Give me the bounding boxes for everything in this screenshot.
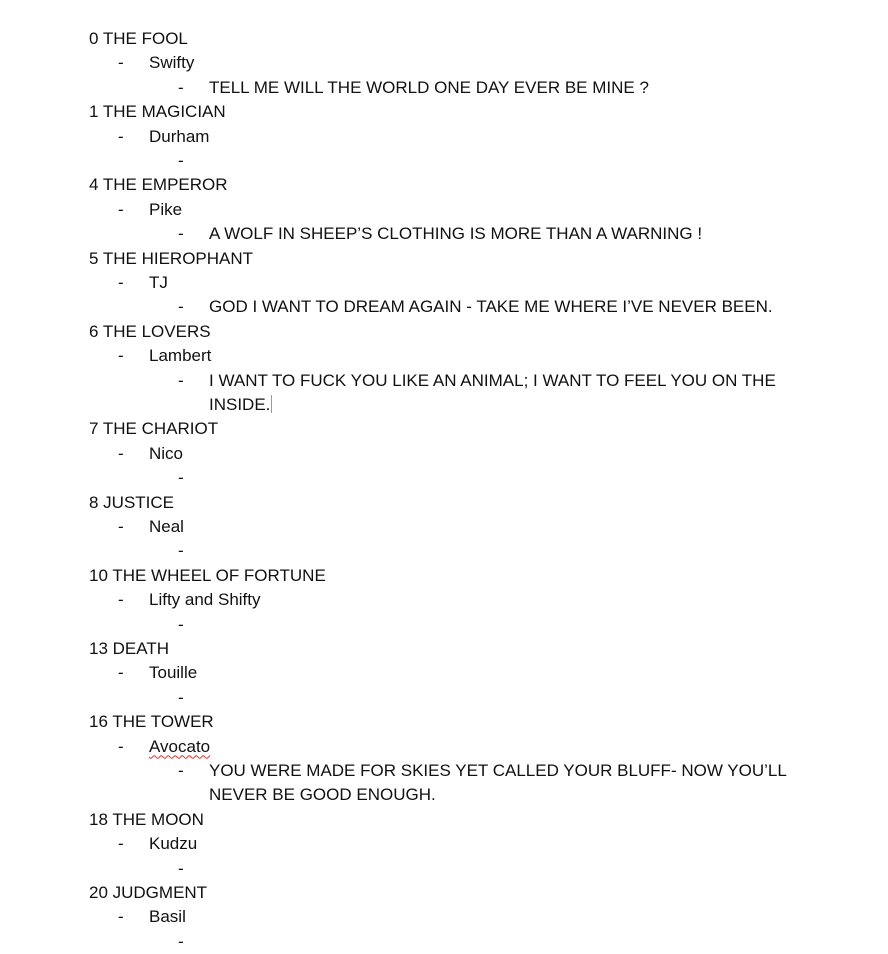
bullet-dash: - bbox=[178, 931, 184, 951]
bullet-dash: - bbox=[178, 224, 184, 244]
character-line[interactable] bbox=[89, 344, 849, 368]
bullet-dash: - bbox=[178, 77, 184, 97]
bullet-dash: - bbox=[118, 126, 124, 146]
quote-text: I WANT TO FUCK YOU LIKE AN ANIMAL; I WANT TO FEEL YOU ON THE INSIDE. bbox=[209, 370, 776, 414]
quote-line[interactable] bbox=[89, 857, 839, 881]
document-body[interactable] bbox=[89, 27, 849, 954]
bullet-dash: - bbox=[178, 370, 184, 390]
quote-line[interactable] bbox=[89, 466, 839, 490]
card-heading[interactable]: 20 JUDGMENT bbox=[89, 882, 208, 902]
tarot-entry bbox=[89, 710, 849, 808]
card-heading[interactable]: 8 JUSTICE bbox=[89, 492, 175, 512]
quote-line[interactable] bbox=[89, 539, 839, 563]
character-name: Kudzu bbox=[149, 834, 198, 854]
card-heading[interactable]: 13 DEATH bbox=[89, 638, 169, 658]
bullet-dash: - bbox=[118, 199, 124, 219]
bullet-dash: - bbox=[178, 858, 184, 878]
character-name: Neal bbox=[149, 516, 184, 536]
bullet-dash: - bbox=[178, 468, 184, 488]
quote-line[interactable] bbox=[89, 76, 839, 100]
card-heading[interactable]: 5 THE HIEROPHANT bbox=[89, 248, 254, 268]
quote-line[interactable] bbox=[89, 369, 839, 418]
character-name: Basil bbox=[149, 907, 186, 927]
character-name: TJ bbox=[149, 272, 168, 292]
character-name: Lifty and Shifty bbox=[149, 590, 261, 610]
bullet-dash: - bbox=[118, 346, 124, 366]
bullet-dash: - bbox=[118, 907, 124, 927]
tarot-entry bbox=[89, 320, 849, 418]
character-line[interactable] bbox=[89, 51, 849, 75]
character-line[interactable] bbox=[89, 661, 849, 685]
card-heading[interactable]: 0 THE FOOL bbox=[89, 29, 188, 48]
card-heading[interactable]: 18 THE MOON bbox=[89, 809, 204, 829]
quote-line[interactable] bbox=[89, 149, 839, 173]
quote-text: GOD I WANT TO DREAM AGAIN - TAKE ME WHERE I’VE NEVER BEEN. bbox=[209, 297, 773, 317]
tarot-entry bbox=[89, 100, 849, 173]
card-heading[interactable]: 16 THE TOWER bbox=[89, 712, 214, 732]
character-line[interactable] bbox=[89, 735, 849, 759]
tarot-entry bbox=[89, 417, 849, 490]
bullet-dash: - bbox=[118, 516, 124, 536]
bullet-dash: - bbox=[118, 53, 124, 73]
character-line[interactable] bbox=[89, 198, 849, 222]
quote-text: TELL ME WILL THE WORLD ONE DAY EVER BE MINE ? bbox=[209, 77, 649, 97]
quote-line[interactable] bbox=[89, 222, 839, 246]
bullet-dash: - bbox=[118, 590, 124, 610]
card-heading[interactable]: 1 THE MAGICIAN bbox=[89, 102, 226, 122]
card-heading[interactable]: 4 THE EMPEROR bbox=[89, 175, 228, 195]
bullet-dash: - bbox=[118, 443, 124, 463]
bullet-dash: - bbox=[118, 736, 124, 756]
character-line[interactable] bbox=[89, 588, 849, 612]
character-line[interactable] bbox=[89, 442, 849, 466]
bullet-dash: - bbox=[118, 272, 124, 292]
bullet-dash: - bbox=[178, 760, 184, 780]
character-line[interactable] bbox=[89, 832, 849, 856]
quote-line[interactable] bbox=[89, 759, 839, 808]
bullet-dash: - bbox=[178, 614, 184, 634]
character-name: Lambert bbox=[149, 346, 212, 366]
card-heading[interactable]: 7 THE CHARIOT bbox=[89, 419, 219, 439]
quote-line[interactable] bbox=[89, 295, 839, 319]
character-name: Nico bbox=[149, 443, 184, 463]
card-heading[interactable]: 6 THE LOVERS bbox=[89, 321, 211, 341]
character-name: Durham bbox=[149, 126, 210, 146]
tarot-entry bbox=[89, 808, 849, 881]
quote-line[interactable] bbox=[89, 686, 839, 710]
bullet-dash: - bbox=[178, 297, 184, 317]
character-name-misspelled[interactable]: Avocato bbox=[149, 736, 211, 756]
bullet-dash: - bbox=[118, 663, 124, 683]
character-line[interactable] bbox=[89, 905, 849, 929]
tarot-entry bbox=[89, 173, 849, 246]
tarot-entry bbox=[89, 564, 849, 637]
character-name: Touille bbox=[149, 663, 198, 683]
quote-line[interactable] bbox=[89, 613, 839, 637]
tarot-entry bbox=[89, 881, 849, 954]
tarot-entry bbox=[89, 247, 849, 320]
character-line[interactable] bbox=[89, 271, 849, 295]
bullet-dash: - bbox=[118, 834, 124, 854]
bullet-dash: - bbox=[178, 151, 184, 170]
quote-text: YOU WERE MADE FOR SKIES YET CALLED YOUR BLUFF- NOW YOU’LL NEVER BE GOOD ENOUGH. bbox=[209, 760, 787, 805]
character-line[interactable] bbox=[89, 125, 849, 149]
bullet-dash: - bbox=[178, 541, 184, 561]
tarot-entry bbox=[89, 491, 849, 564]
character-name: Pike bbox=[149, 199, 183, 219]
character-line[interactable] bbox=[89, 515, 849, 539]
text-cursor bbox=[271, 395, 272, 413]
quote-text: A WOLF IN SHEEP’S CLOTHING IS MORE THAN A WARNING ! bbox=[209, 224, 703, 244]
tarot-entry bbox=[89, 27, 849, 100]
tarot-entry bbox=[89, 637, 849, 710]
quote-line[interactable] bbox=[89, 930, 839, 954]
bullet-dash: - bbox=[178, 687, 184, 707]
character-name: Swifty bbox=[149, 53, 195, 73]
card-heading[interactable]: 10 THE WHEEL OF FORTUNE bbox=[89, 565, 326, 585]
